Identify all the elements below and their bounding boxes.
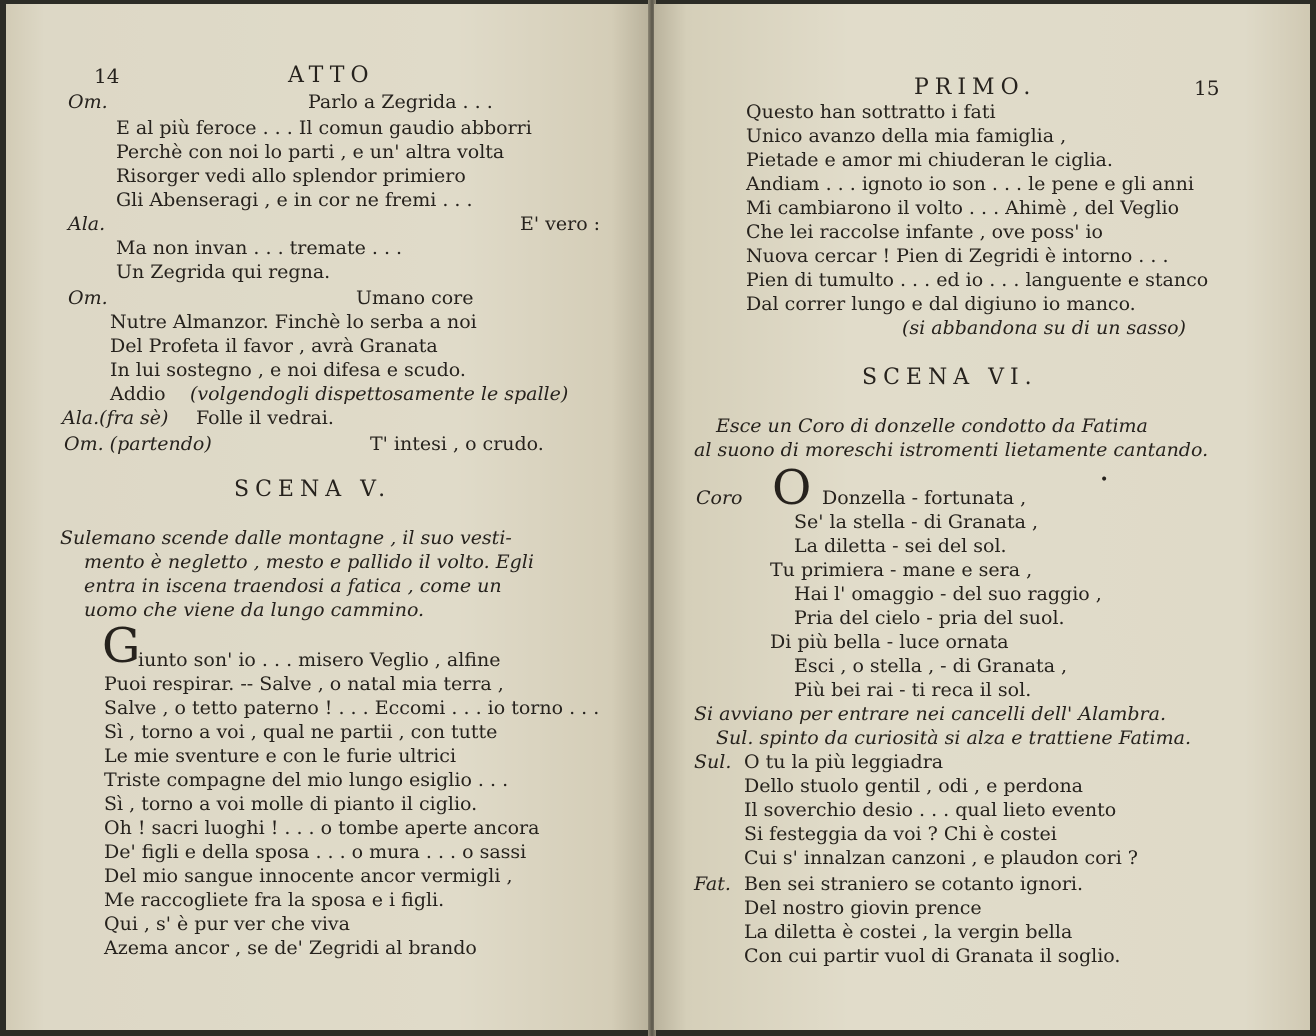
verse-line: Se' la stella - di Granata , <box>794 511 1039 533</box>
verse-line: Questo han sottratto i fati <box>746 101 996 123</box>
stage-direction-line: Sul. spinto da curiosità si alza e trattiene Fatima. <box>716 727 1191 749</box>
verse-line: Del Profeta il favor , avrà Granata <box>110 335 438 357</box>
verse-line: O tu la più leggiadra <box>744 751 944 773</box>
verse-line: T' intesi , o crudo. <box>370 433 544 455</box>
speaker-label: Om. <box>68 287 108 309</box>
verse-line: Pietade e amor mi chiuderan le ciglia. <box>746 149 1113 171</box>
speaker-label: Ala. <box>68 213 106 235</box>
verse-line: Ma non invan . . . tremate . . . <box>116 237 403 259</box>
drop-cap: G <box>102 618 141 674</box>
verse-line: Dello stuolo gentil , odi , e perdona <box>744 775 1084 797</box>
speaker-label: Fat. <box>694 873 731 895</box>
verse-line: Addio <box>110 383 166 405</box>
stage-direction-line: mento è negletto , mesto e pallido il volto. Egli <box>84 551 534 573</box>
verse-line: Del mio sangue innocente ancor vermigli , <box>104 865 513 887</box>
verse-line: Le mie sventure e con le furie ultrici <box>104 745 457 767</box>
stage-direction-line: Esce un Coro di donzelle condotto da Fatima <box>716 415 1148 437</box>
verse-line: Gli Abenseragi , e in cor ne fremi . . . <box>116 189 473 211</box>
stage-direction-line: al suono di moreschi istromenti lietamente cantando. <box>694 439 1209 461</box>
verse-line: Oh ! sacri luoghi ! . . . o tombe aperte ancora <box>104 817 540 839</box>
print-mark: • <box>1100 472 1109 488</box>
verse-line: Folle il vedrai. <box>196 407 334 429</box>
verse-line: Tu primiera - mane e sera , <box>770 559 1033 581</box>
verse-line: La diletta - sei del sol. <box>794 535 1007 557</box>
verse-line: E' vero : <box>520 213 601 235</box>
verse-line: Donzella - fortunata , <box>822 487 1027 509</box>
stage-direction: (si abbandona su di un sasso) <box>902 317 1186 339</box>
stage-direction-line: Sulemano scende dalle montagne , il suo vesti- <box>60 527 512 549</box>
verse-line: Mi cambiarono il volto . . . Ahimè , del Veglio <box>746 197 1180 219</box>
scene-title: SCENA V. <box>234 477 392 502</box>
right-page <box>654 4 1310 1030</box>
verse-line: Con cui partir vuol di Granata il soglio. <box>744 945 1121 967</box>
verse-line: Andiam . . . ignoto io son . . . le pene e gli anni <box>746 173 1194 195</box>
drop-cap: O <box>772 460 812 516</box>
verse-line: Risorger vedi allo splendor primiero <box>116 165 466 187</box>
verse-line: Unico avanzo della mia famiglia , <box>746 125 1067 147</box>
verse-line: Ben sei straniero se cotanto ignori. <box>744 873 1084 895</box>
verse-line: Azema ancor , se de' Zegridi al brando <box>104 937 477 959</box>
verse-line: Dal correr lungo e dal digiuno io manco. <box>746 293 1136 315</box>
stage-direction-line: Si avviano per entrare nei cancelli dell' Alambra. <box>694 703 1167 725</box>
verse-line: Hai l' omaggio - del suo raggio , <box>794 583 1102 605</box>
verse-line: Perchè con noi lo parti , e un' altra volta <box>116 141 505 163</box>
speaker-label: Om. <box>68 91 108 113</box>
verse-line: Che lei raccolse infante , ove poss' io <box>746 221 1103 243</box>
running-head-right: PRIMO. <box>914 75 1037 100</box>
verse-line: Me raccogliete fra la sposa e i figli. <box>104 889 445 911</box>
verse-line: La diletta è costei , la vergin bella <box>744 921 1073 943</box>
page-number-left: 14 <box>94 64 120 88</box>
verse-line: E al più feroce . . . Il comun gaudio abborri <box>116 117 532 139</box>
speaker-label: Sul. <box>694 751 732 773</box>
verse-line: Il soverchio desio . . . qual lieto evento <box>744 799 1117 821</box>
verse-line: Cui s' innalzan canzoni , e plaudon cori ? <box>744 847 1138 869</box>
verse-line: Di più bella - luce ornata <box>770 631 1009 653</box>
stage-direction: (volgendogli dispettosamente le spalle) <box>190 383 569 405</box>
page-number-right: 15 <box>1194 76 1220 100</box>
running-head-left: ATTO <box>288 63 375 88</box>
left-page <box>6 4 650 1030</box>
verse-line: In lui sostegno , e noi difesa e scudo. <box>110 359 466 381</box>
verse-line: Un Zegrida qui regna. <box>116 261 331 283</box>
verse-line: iunto son' io . . . misero Veglio , alfine <box>138 649 501 671</box>
verse-line: Nutre Almanzor. Finchè lo serba a noi <box>110 311 477 333</box>
verse-line: Sì , torno a voi , qual ne partii , con tutte <box>104 721 498 743</box>
verse-line: De' figli e della sposa . . . o mura . . . o sassi <box>104 841 527 863</box>
stage-direction-line: entra in iscena traendosi a fatica , come un <box>84 575 502 597</box>
verse-line: Esci , o stella , - di Granata , <box>794 655 1068 677</box>
verse-line: Umano core <box>356 287 474 309</box>
verse-line: Si festeggia da voi ? Chi è costei <box>744 823 1057 845</box>
verse-line: Pien di tumulto . . . ed io . . . languente e stanco <box>746 269 1209 291</box>
verse-line: Pria del cielo - pria del suol. <box>794 607 1065 629</box>
verse-line: Nuova cercar ! Pien di Zegridi è intorno . . . <box>746 245 1169 267</box>
verse-line: Qui , s' è pur ver che viva <box>104 913 350 935</box>
verse-line: Del nostro giovin prence <box>744 897 982 919</box>
speaker-label: Coro <box>696 487 743 509</box>
verse-line: Puoi respirar. -- Salve , o natal mia terra , <box>104 673 504 695</box>
stage-direction-line: uomo che viene da lungo cammino. <box>84 599 425 621</box>
speaker-label: Om. (partendo) <box>64 433 212 455</box>
scene-title: SCENA VI. <box>862 365 1038 390</box>
verse-line: Salve , o tetto paterno ! . . . Eccomi . . . io torno . . . <box>104 697 600 719</box>
verse-line: Sì , torno a voi molle di pianto il ciglio. <box>104 793 478 815</box>
verse-line: Parlo a Zegrida . . . <box>308 91 493 113</box>
verse-line: Più bei rai - ti reca il sol. <box>794 679 1032 701</box>
speaker-label: Ala.(fra sè) <box>62 407 169 429</box>
verse-line: Triste compagne del mio lungo esiglio . . . <box>104 769 509 791</box>
